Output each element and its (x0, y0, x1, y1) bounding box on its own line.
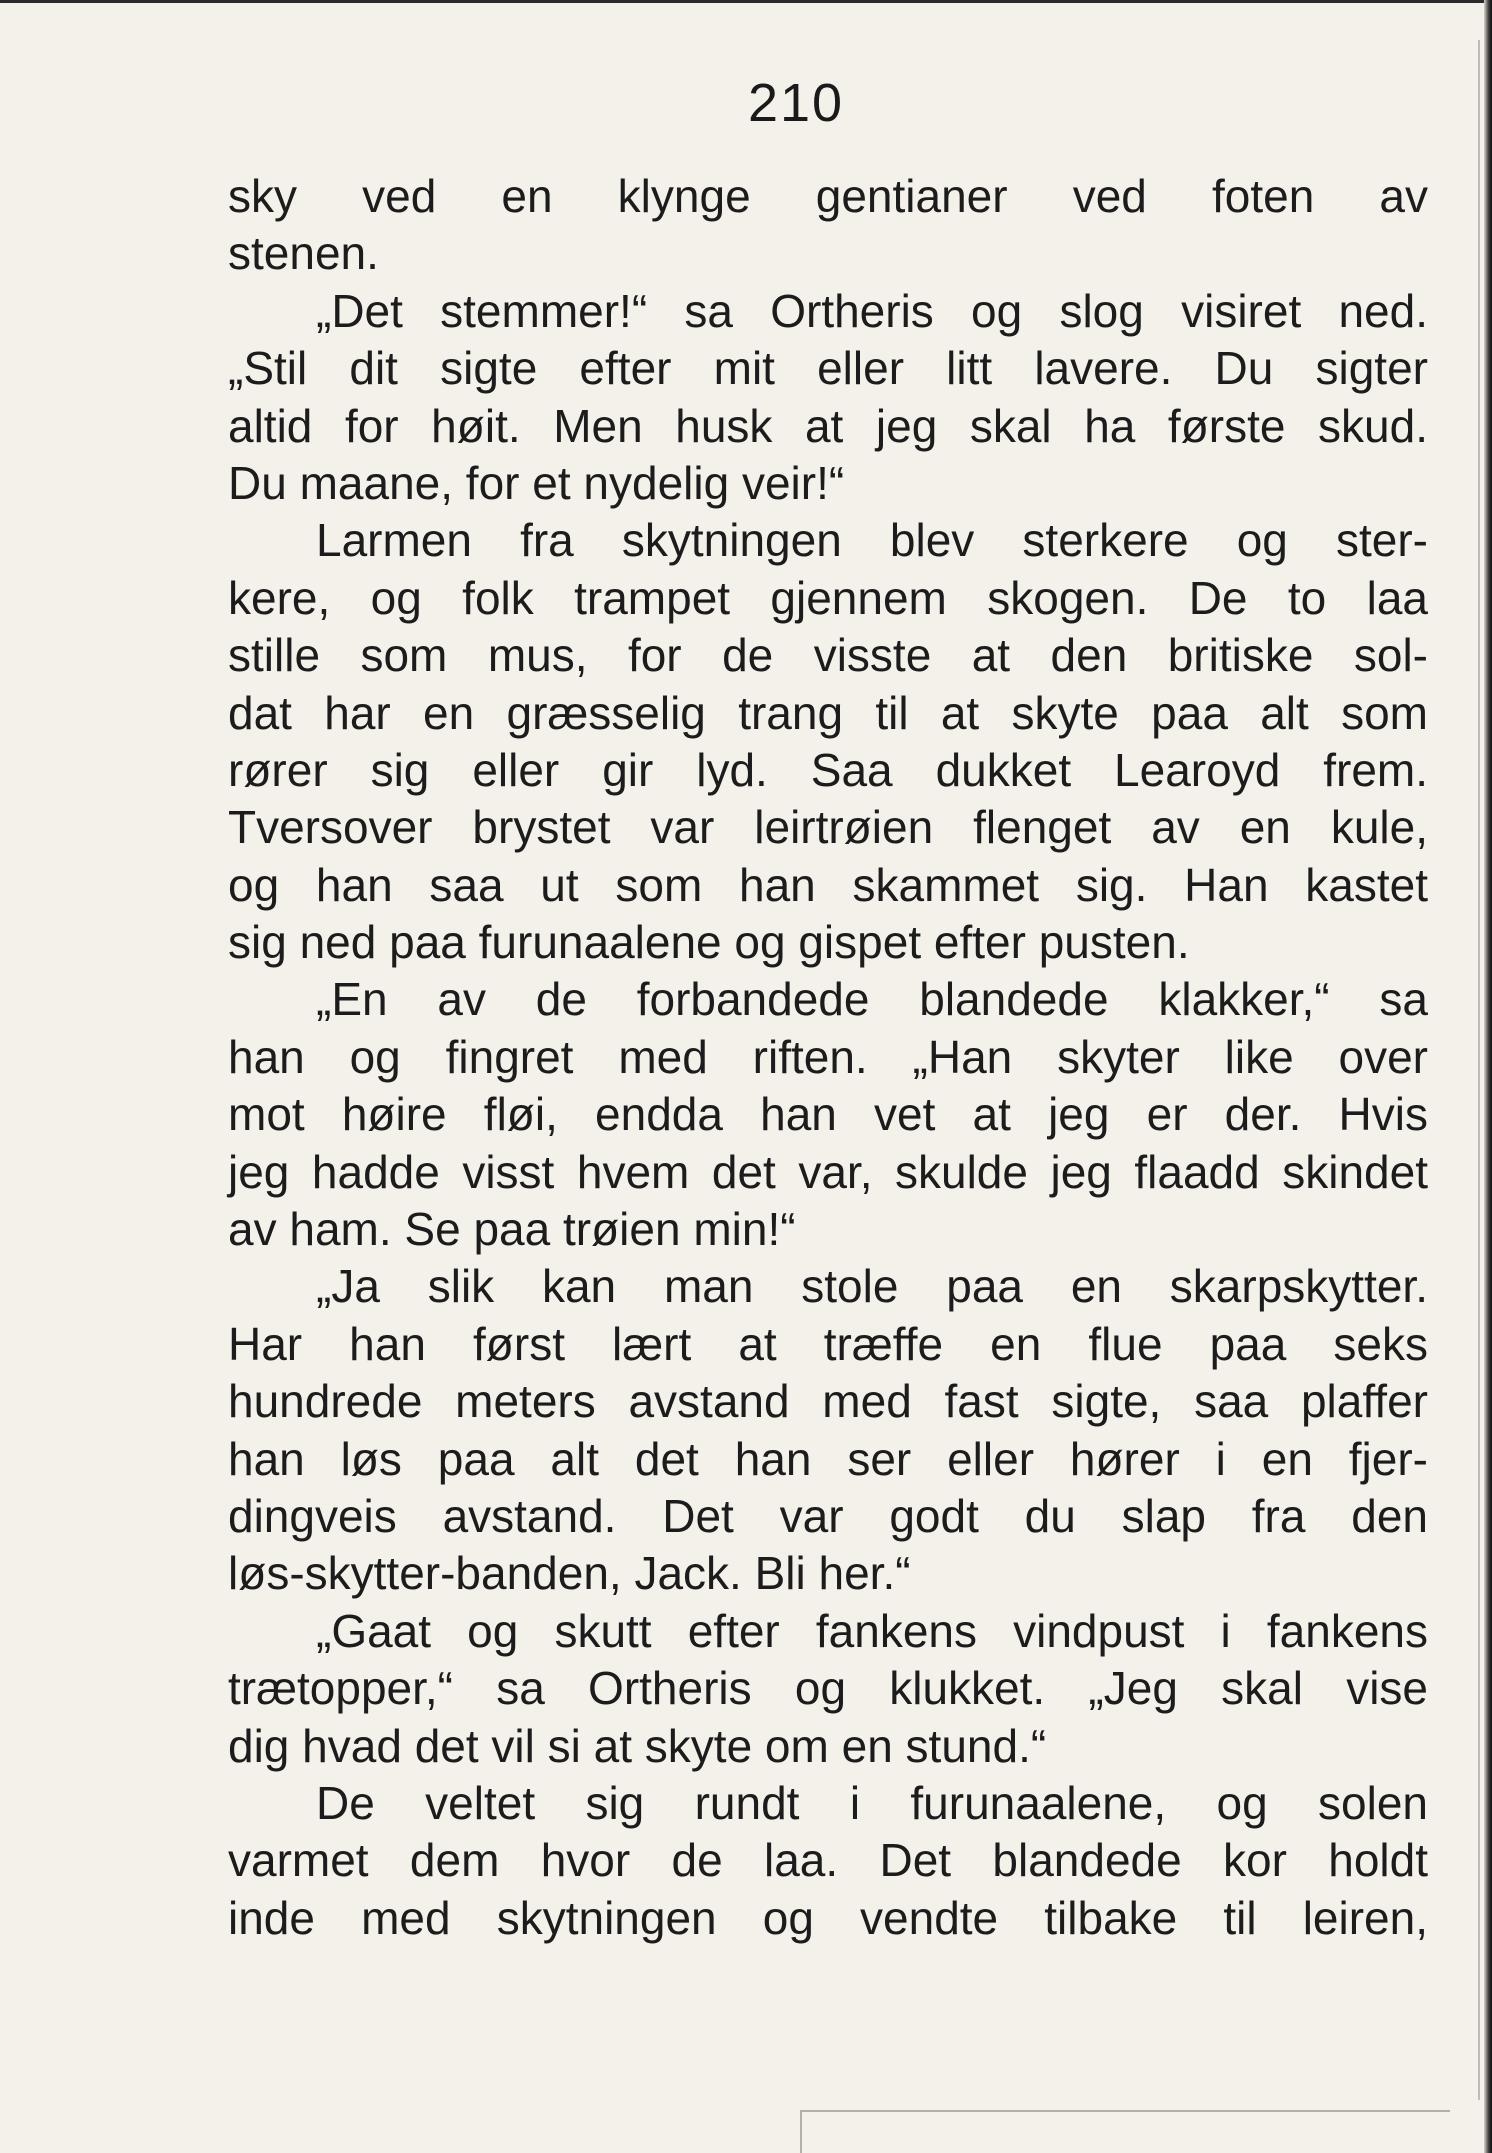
text-line: De veltet sig rundt i furunaalene, og solen (316, 1776, 1428, 1829)
text-line: stille som mus, for de visste at den britiske sol- (228, 629, 1428, 682)
text-line: dat har en græsselig trang til at skyte paa alt som (228, 686, 1428, 739)
text-line: dig hvad det vil si at skyte om en stund.“ (228, 1719, 1047, 1772)
text-line: løs-skytter-banden, Jack. Bli her.“ (228, 1547, 911, 1600)
text-line: varmet dem hvor de laa. Det blandede kor holdt (228, 1834, 1428, 1887)
text-line: sig ned paa furunaalene og gispet efter pusten. (228, 916, 1190, 969)
text-line: og han saa ut som han skammet sig. Han kastet (228, 858, 1428, 911)
text-line: rører sig eller gir lyd. Saa dukket Learoyd frem. (228, 743, 1428, 796)
page-binding-edge (1484, 0, 1492, 2153)
body-text (228, 168, 1428, 1947)
text-line: dingveis avstand. Det var godt du slap fra den (228, 1489, 1428, 1542)
text-line: „Stil dit sigte efter mit eller litt lavere. Du sigter (228, 342, 1428, 395)
text-line: kere, og folk trampet gjennem skogen. De to laa (228, 571, 1428, 624)
text-line: han løs paa alt det han ser eller hører i en fjer- (228, 1432, 1428, 1485)
text-line: han og fingret med riften. „Han skyter like over (228, 1030, 1428, 1083)
text-line: trætopper,“ sa Ortheris og klukket. „Jeg skal vise (228, 1662, 1428, 1715)
text-line: „En av de forbandede blandede klakker,“ sa (316, 973, 1428, 1026)
bottom-scan-mark (800, 2110, 1450, 2112)
text-line: stenen. (228, 227, 379, 280)
text-line: mot høire fløi, endda han vet at jeg er der. Hvis (228, 1088, 1428, 1141)
page-edge-shadow (1478, 40, 1480, 2100)
text-line: „Gaat og skutt efter fankens vindpust i fankens (316, 1604, 1428, 1657)
text-line: Larmen fra skytningen blev sterkere og ster- (316, 514, 1428, 567)
text-line: „Det stemmer!“ sa Ortheris og slog visiret ned. (316, 284, 1428, 337)
page-number: 210 (747, 73, 845, 133)
text-line: Du maane, for et nydelig veir!“ (228, 456, 845, 509)
text-line: av ham. Se paa trøien min!“ (228, 1203, 796, 1256)
text-line: altid for høit. Men husk at jeg skal ha første skud. (228, 399, 1428, 452)
top-edge-rule (0, 0, 1492, 3)
text-line: jeg hadde visst hvem det var, skulde jeg flaadd skindet (228, 1145, 1428, 1198)
bottom-scan-tick (800, 2110, 802, 2153)
text-line: Tversover brystet var leirtrøien flenget av en kule, (228, 801, 1428, 854)
text-line: Har han først lært at træffe en flue paa seks (228, 1317, 1428, 1370)
text-line: „Ja slik kan man stole paa en skarpskytter. (316, 1260, 1428, 1313)
text-line: inde med skytningen og vendte tilbake til leiren, (228, 1891, 1428, 1944)
text-line: hundrede meters avstand med fast sigte, saa plaffer (228, 1375, 1428, 1428)
text-line: sky ved en klynge gentianer ved foten av (228, 170, 1428, 222)
